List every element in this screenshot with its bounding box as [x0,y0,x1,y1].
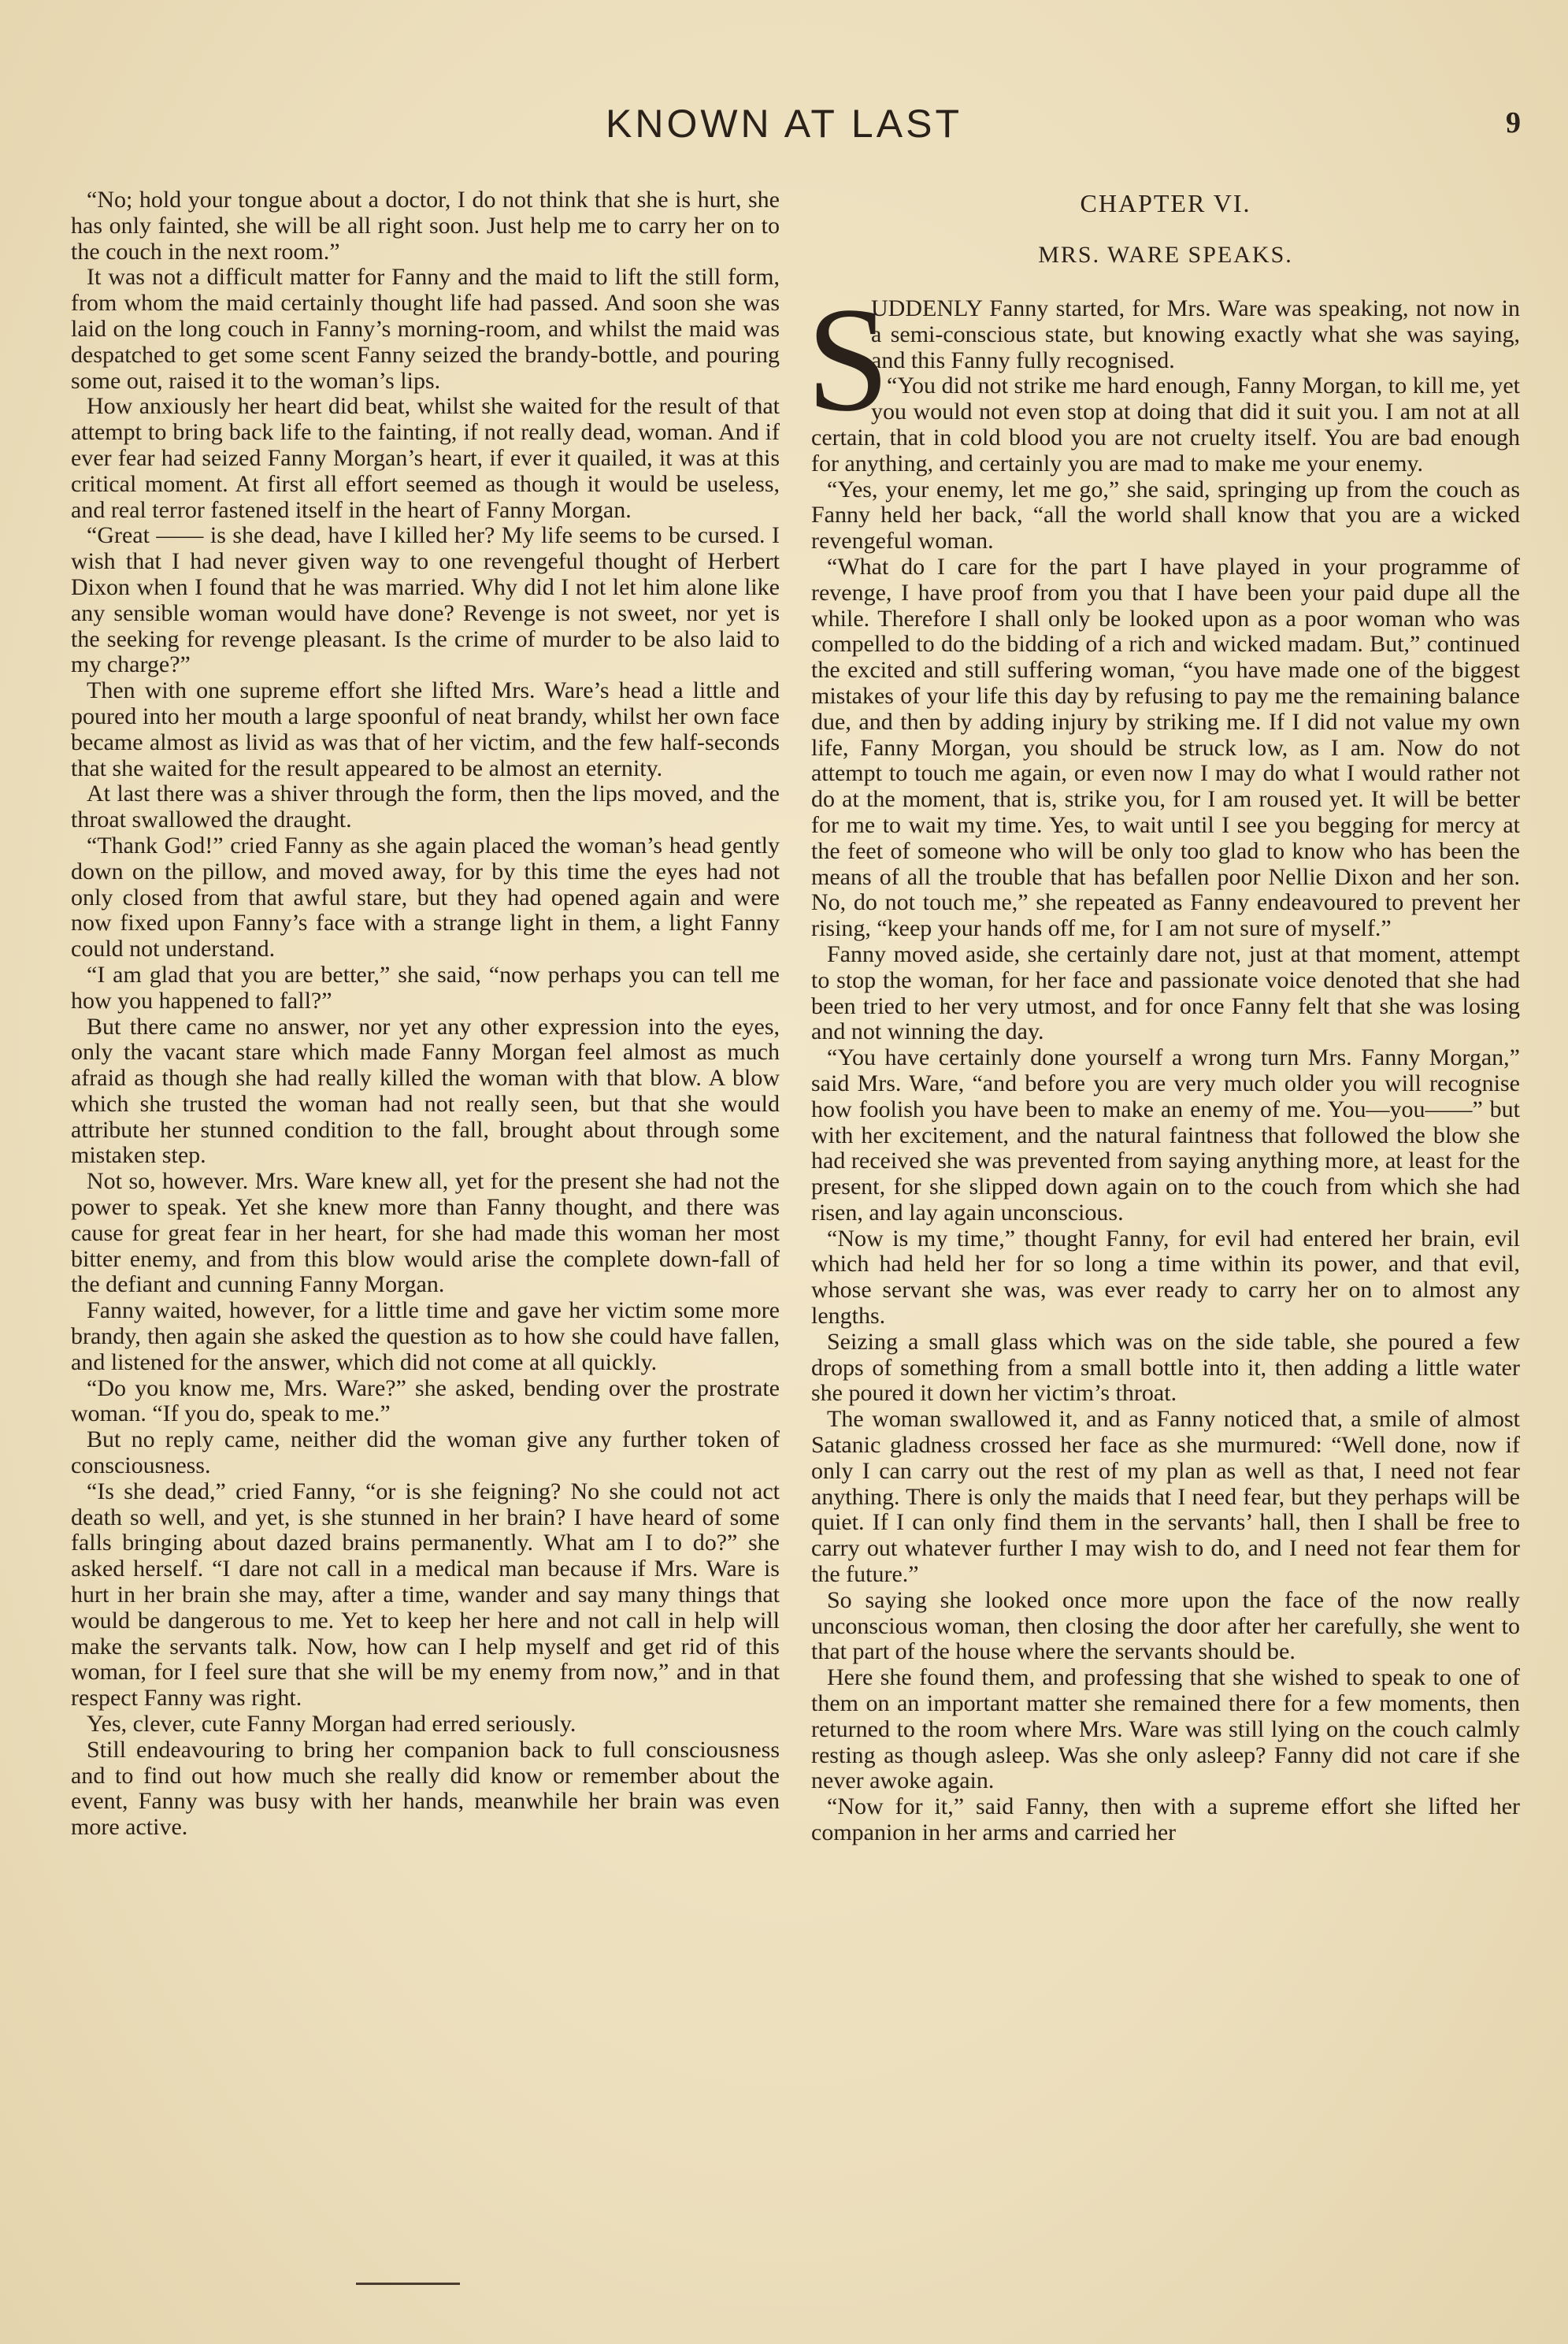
paragraph: “Thank God!” cried Fanny as she again placed the woman’s head gently down on the pillow, and moved away, for by this time the eyes had not only closed from that awful stare, but they had opened again and were now fixed upon Fanny’s face with a strange light in them, a light Fanny could not understand. [71,832,780,962]
paragraph: “Now for it,” said Fanny, then with a supreme effort she lifted her companion in her arms and carried her [811,1793,1520,1846]
left-column [71,187,780,1841]
paragraph: “I am glad that you are better,” she said, “now perhaps you can tell me how you happened to fall?” [71,961,780,1014]
page-number: 9 [1506,106,1521,139]
section-end-rule [356,2283,460,2285]
paragraph: Yes, clever, cute Fanny Morgan had erred seriously. [87,1711,576,1738]
paragraph: But no reply came, neither did the woman give any further token of consciousness. [71,1426,780,1479]
paragraph: Still endeavouring to bring her companion back to full consciousness and to find out how much she really did know or remember about the event, Fanny was busy with her hands, meanwhile her brain was even more active. [71,1736,780,1841]
paragraph: “Do you know me, Mrs. Ware?” she asked, bending over the prostrate woman. “If you do, speak to me.” [71,1374,780,1427]
paragraph: “You did not strike me hard enough, Fanny Morgan, to kill me, yet you would not even stop at doing that did it suit you. I am not at all certain, that in cold blood you are not cruelty itself. You are bad enough for anything, and certainly you are mad to make me your enemy. [811,373,1520,477]
paragraph: “Yes, your enemy, let me go,” she said, springing up from the couch as Fanny held her back, “all the world shall know that you are a wicked revengeful woman. [811,476,1520,554]
running-title: KNOWN AT LAST [605,102,962,146]
paragraph: At last there was a shiver through the form, then the lips moved, and the throat swallowed the draught. [71,781,780,833]
paragraph: How anxiously her heart did beat, whilst she waited for the result of that attempt to bring back life to the fainting, if not really dead, woman. And if ever fear had seized Fanny Morgan’s heart, if ever it quailed, it was at this critical moment. At first all effort seemed as though it would be useless, and real terror fastened itself in the heart of Fanny Morgan. [71,393,780,523]
paragraph: “Great —— is she dead, have I killed her? My life seems to be cursed. I wish that I had never given way to one revengeful thought of Herbert Dixon when I found that he was married. Why did I not let him alone like any sensible woman would have done? Revenge is not sweet, nor yet is the seeking for revenge pleasant. Is the crime of murder to be also laid to my charge?” [71,522,780,678]
paragraph: Here she found them, and professing that she wished to speak to one of them on an important matter she remained there for a few moments, then returned to the room where Mrs. Ware was still lying on the couch calmly resting as though asleep. Was she only asleep? Fanny did not care if she never awoke again. [811,1664,1520,1794]
opening-paragraph-text: UDDENLY Fanny started, for Mrs. Ware was speaking, not now in a semi-conscious state, but knowing exactly what she was saying, and this Fanny fully recognised. [871,295,1520,373]
paragraph: It was not a difficult matter for Fanny and the maid to lift the still form, from whom the maid certainly thought life had passed. And soon she was laid on the long couch in Fanny’s morning-room, and whilst the maid was despatched to get some scent Fanny seized the brandy-bottle, and pouring some out, raised it to the woman’s lips. [71,264,780,394]
drop-cap: S [806,277,890,443]
paragraph: Then with one supreme effort she lifted Mrs. Ware’s head a little and poured into her mouth a large spoonful of neat brandy, whilst her own face became almost as livid as was that of her victim, and the few half-seconds that she waited for the result appeared to be almost an eternity. [71,677,780,781]
paragraph: The woman swallowed it, and as Fanny noticed that, a smile of almost Satanic gladness crossed her face as she murmured: “Well done, now if only I can carry out the rest of my plan as well as that, I need not fear anything. There is only the maids that I need fear, but they perhaps will be quiet. If I can only find them in the servants’ hall, then I shall be free to carry out whatever further I may wish to do, and I need not fear them for the future.” [811,1406,1520,1588]
paragraph: “You have certainly done yourself a wrong turn Mrs. Fanny Morgan,” said Mrs. Ware, “and before you are very much older you will recognise how foolish you have been to make an enemy of me. You—you——” but with her excitement, and the natural faintness that followed the blow she had received she was prevented from saying anything more, at least for the present, for she slipped down again on to the couch from which she had risen, and lay again unconscious. [811,1044,1520,1226]
paragraph: “No; hold your tongue about a doctor, I do not think that she is hurt, she has only fainted, she will be all right soon. Just help me to carry her on to the couch in the next room.” [71,187,780,265]
chapter-title: MRS. WARE SPEAKS. [1038,242,1293,268]
paragraph: Not so, however. Mrs. Ware knew all, yet for the present she had not the power to speak. Yet she knew more than Fanny thought, and there was cause for great fear in her heart, for she had made this woman her most bitter enemy, and from this blow would arise the complete down-fall of the defiant and cunning Fanny Morgan. [71,1168,780,1298]
paragraph: So saying she looked once more upon the face of the now really unconscious woman, then closing the door after her carefully, she went to that part of the house where the servants should be. [811,1586,1520,1665]
paragraph: Seizing a small glass which was on the side table, she poured a few drops of something from a small bottle into it, then adding a little water she poured it down her victim’s throat. [811,1328,1520,1407]
chapter-number: CHAPTER VI. [1080,189,1251,217]
paragraph: “Now is my time,” thought Fanny, for evil had entered her brain, evil which had held her for so long a time within its power, and that evil, whose servant she was, was ever ready to carry her on to almost any lengths. [811,1225,1520,1330]
paragraph: Fanny waited, however, for a little time and gave her victim some more brandy, then again she asked the question as to how she could have fallen, and listened for the answer, which did not come at all quickly. [71,1297,780,1375]
right-column [806,187,1520,1846]
paragraph: Fanny moved aside, she certainly dare not, just at that moment, attempt to stop the woman, for her face and passionate voice denoted that she had been tried to her very utmost, and for once Fanny felt that she was losing and not winning the day. [811,940,1520,1045]
paragraph: “Is she dead,” cried Fanny, “or is she feigning? No she could not act death so well, and yet, is she stunned in her brain? I have heard of some falls bringing about dazed brains permanently. What am I to do?” she asked herself. “I dare not call in a medical man because if Mrs. Ware is hurt in her brain she may, after a time, wander and say many things that would be dangerous to me. Yet to keep her here and not call in help will make the servants talk. Now, how can I help myself and get rid of this woman, for I feel sure that she will be my enemy from now,” and in that respect Fanny was right. [71,1478,780,1712]
paragraph: “What do I care for the part I have played in your programme of revenge, I have proof from you that I have been your paid dupe all the while. Therefore I shall only be looked upon as a poor woman who was compelled to do the bidding of a rich and wicked madam. But,” continued the excited and still suffering woman, “you have made one of the biggest mistakes of your life this day by refusing to pay me the remaining balance due, and then by adding injury by striking me. If I did not value my own life, Fanny Morgan, you should be struck low, as I am. Now do not attempt to touch me again, or even now I may do what I would rather not do at the moment, that is, strike you, for I am roused yet. It will be better for me to wait my time. Yes, to wait until I see you begging for mercy at the feet of someone who will be only too glad to know who has been the means of all the trouble that has befallen poor Nellie Dixon and her son. No, do not touch me,” she repeated as Fanny endeavoured to prevent her rising, “keep your hands off me, for I am not sure of myself.” [811,553,1520,942]
paragraph: But there came no answer, nor yet any other expression into the eyes, only the vacant stare which made Fanny Morgan feel almost as much afraid as though she had really killed the woman with that blow. A blow which she trusted the woman had not really seen, but that she would attribute her stunned condition to the fall, brought about through some mistaken step. [71,1013,780,1169]
